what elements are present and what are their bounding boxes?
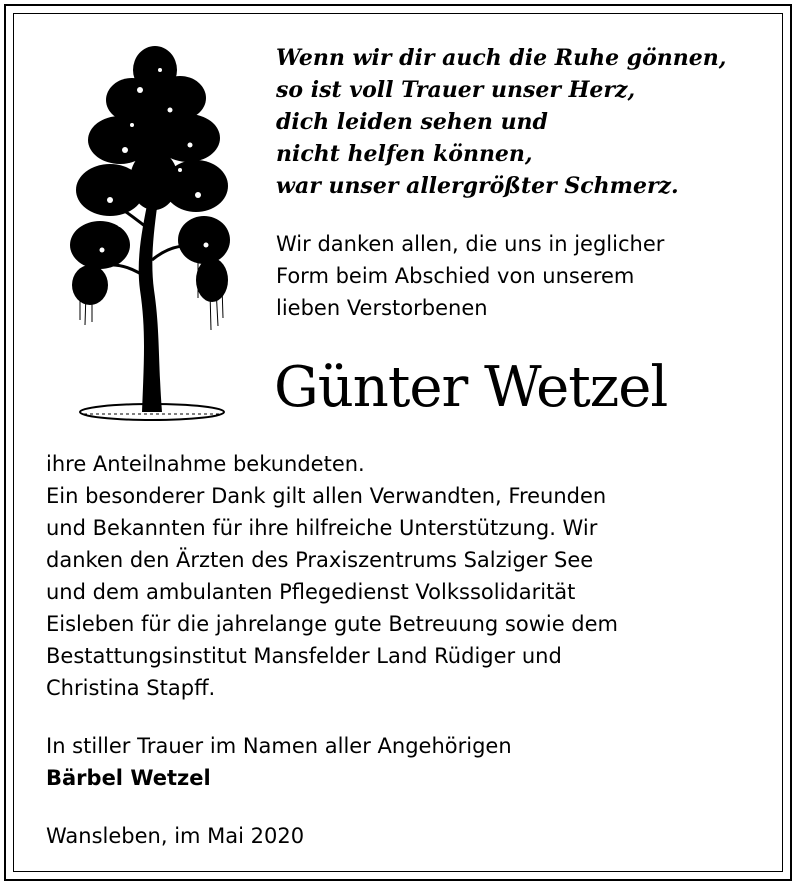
thanks-line: lieben Verstorbenen (276, 296, 488, 320)
thanks-intro (276, 228, 776, 324)
thanks-line: Wir danken allen, die uns in jeglicher (276, 232, 665, 256)
poem-line: war unser allergrößter Schmerz. (276, 173, 679, 199)
poem-line: Wenn wir dir auch die Ruhe gönnen, (276, 45, 727, 71)
signature: Bärbel Wetzel (46, 766, 211, 790)
body-line: Bestattungsinstitut Mansfelder Land Rüdiger und (46, 644, 562, 668)
body-line: Ein besonderer Dank gilt allen Verwandten, Freunden (46, 484, 607, 508)
poem-line: dich leiden sehen und (276, 109, 548, 135)
thanks-line: Form beim Abschied von unserem (276, 264, 635, 288)
poem-line: so ist voll Trauer unser Herz, (276, 77, 636, 103)
body-line: Eisleben für die jahrelange gute Betreuung sowie dem (46, 612, 619, 636)
poem-line: nicht helfen können, (276, 141, 533, 167)
closing-line: In stiller Trauer im Namen aller Angehörigen (46, 734, 512, 758)
body-line: und Bekannten für ihre hilfreiche Unterstützung. Wir (46, 516, 598, 540)
deceased-name: Günter Wetzel (274, 355, 668, 420)
body-line: danken den Ärzten des Praxiszentrums Salziger See (46, 548, 594, 572)
body-line: und dem ambulanten Pflegedienst Volkssolidarität (46, 580, 576, 604)
poem-verse (276, 42, 776, 202)
closing-block (46, 730, 746, 794)
thanks-body (46, 448, 776, 704)
place-date: Wansleben, im Mai 2020 (46, 824, 305, 848)
body-line: Christina Stapff. (46, 676, 216, 700)
birch-tree-icon (70, 30, 230, 430)
body-line: ihre Anteilnahme bekundeten. (46, 452, 365, 476)
